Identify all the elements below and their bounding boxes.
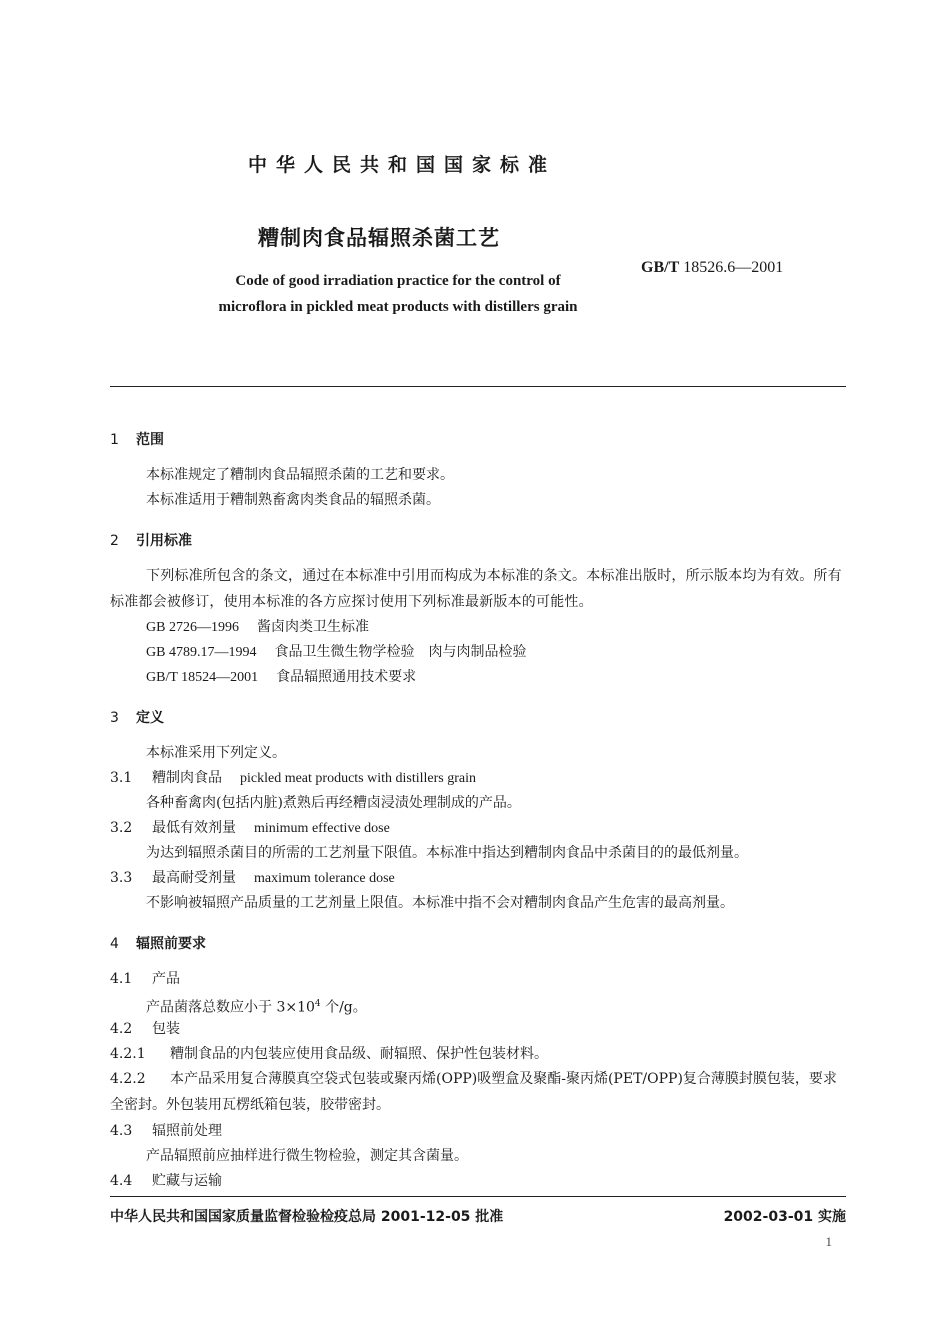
section-2-heading bbox=[110, 530, 192, 550]
subsection-title: 贮藏与运输 bbox=[152, 1173, 222, 1189]
reference-item bbox=[146, 669, 416, 686]
definition-text: 为达到辐照杀菌目的所需的工艺剂量下限值。本标准中指达到糟制肉食品中杀菌目的的最低剂量。 bbox=[146, 845, 748, 861]
clause-number: 4.2.1 bbox=[110, 1046, 146, 1062]
standard-number bbox=[641, 259, 783, 277]
clause-text: 糟制食品的内包装应使用食品级、耐辐照、保护性包装材料。 bbox=[170, 1046, 548, 1062]
section-title: 范围 bbox=[136, 432, 164, 448]
reference-code: GB 2726—1996 bbox=[146, 620, 239, 635]
definition-term-en: minimum effective dose bbox=[254, 821, 390, 836]
document-title-en: Code of good irradiation practice for the control of microflora in pickled meat products with distillers grain bbox=[218, 273, 578, 315]
subsection-number: 4.4 bbox=[110, 1173, 133, 1189]
footer-divider bbox=[110, 1196, 846, 1197]
effective-date: 2002-03-01 实施 bbox=[723, 1209, 846, 1225]
subsection-title: 产品 bbox=[152, 971, 180, 987]
section-1-heading bbox=[110, 429, 164, 449]
definition-text: 各种畜禽肉(包括内脏)煮熟后再经糟卤浸渍处理制成的产品。 bbox=[146, 795, 521, 811]
subsection-title: 包装 bbox=[152, 1021, 180, 1037]
definition-term: 最低有效剂量 bbox=[152, 820, 236, 836]
subsection-number: 4.1 bbox=[110, 971, 133, 987]
definition-heading bbox=[110, 820, 390, 837]
subsection-title: 辐照前处理 bbox=[152, 1123, 222, 1139]
header-divider bbox=[110, 386, 846, 387]
section-number: 2 bbox=[110, 533, 119, 549]
paragraph bbox=[146, 996, 367, 1016]
subsection-heading bbox=[110, 1123, 222, 1139]
text-run: 个/g。 bbox=[320, 999, 367, 1016]
page-number: 1 bbox=[825, 1234, 832, 1249]
definition-term: 最高耐受剂量 bbox=[152, 870, 236, 886]
section-3-heading bbox=[110, 707, 164, 727]
paragraph: 本标准采用下列定义。 bbox=[146, 745, 286, 761]
paragraph: 本标准规定了糟制肉食品辐照杀菌的工艺和要求。 bbox=[146, 467, 454, 483]
reference-name: 食品辐照通用技术要求 bbox=[276, 669, 417, 685]
section-number: 1 bbox=[110, 432, 119, 448]
section-4-heading bbox=[110, 933, 206, 953]
section-number: 3 bbox=[110, 710, 119, 726]
definition-heading bbox=[110, 770, 476, 787]
reference-name: 食品卫生微生物学检验 肉与肉制品检验 bbox=[274, 644, 527, 660]
subsection-number: 4.3 bbox=[110, 1123, 133, 1139]
definition-number: 3.2 bbox=[110, 820, 133, 836]
reference-code: GB 4789.17—1994 bbox=[146, 645, 257, 660]
section-title: 定义 bbox=[136, 710, 164, 726]
subsection-number: 4.2 bbox=[110, 1021, 133, 1037]
clause-number: 4.2.2 bbox=[110, 1071, 146, 1087]
definition-text: 不影响被辐照产品质量的工艺剂量上限值。本标准中指不会对糟制肉食品产生危害的最高剂量。 bbox=[146, 895, 734, 911]
subsection-heading bbox=[110, 1021, 180, 1037]
clause bbox=[110, 1046, 548, 1062]
subsection-heading bbox=[110, 1173, 222, 1189]
superscript: 4 bbox=[314, 999, 321, 1009]
definition-number: 3.3 bbox=[110, 870, 133, 886]
clause bbox=[110, 1066, 846, 1118]
clause-text: 本产品采用复合薄膜真空袋式包装或聚丙烯(OPP)吸塑盒及聚酯-聚丙烯(PET/OPP)复合薄膜封膜包装，要求全密封。外包装用瓦楞纸箱包装，胶带密封。 bbox=[110, 1071, 837, 1113]
document-title-cn: 糟制肉食品辐照杀菌工艺 bbox=[258, 226, 500, 250]
definition-term-en: pickled meat products with distillers grain bbox=[240, 771, 477, 786]
section-number: 4 bbox=[110, 936, 119, 952]
issuer-statement: 中华人民共和国国家质量监督检验检疫总局 2001-12-05 批准 bbox=[110, 1209, 504, 1225]
section-title: 引用标准 bbox=[136, 533, 192, 549]
paragraph: 下列标准所包含的条文，通过在本标准中引用而构成为本标准的条文。本标准出版时，所示版本均为有效。所有标准都会被修订，使用本标准的各方应探讨使用下列标准最新版本的可能性。 bbox=[110, 568, 842, 610]
reference-item bbox=[146, 619, 369, 636]
subsection-heading bbox=[110, 971, 180, 987]
definition-number: 3.1 bbox=[110, 770, 133, 786]
paragraph: 本标准适用于糟制熟畜禽肉类食品的辐照杀菌。 bbox=[146, 492, 440, 508]
reference-name: 酱卤肉类卫生标准 bbox=[256, 619, 369, 635]
definition-term: 糟制肉食品 bbox=[152, 770, 222, 786]
reference-item bbox=[146, 644, 526, 661]
national-standard-heading: 中华人民共和国国家标准 bbox=[248, 154, 557, 176]
reference-code: GB/T 18524—2001 bbox=[146, 670, 259, 685]
text-run: 产品菌落总数应小于 3×10 bbox=[146, 999, 315, 1016]
paragraph: 产品辐照前应抽样进行微生物检验，测定其含菌量。 bbox=[146, 1148, 468, 1164]
standard-code: 18526.6—2001 bbox=[683, 259, 784, 276]
section-title: 辐照前要求 bbox=[136, 936, 206, 952]
standard-prefix: GB/T bbox=[641, 259, 680, 276]
definition-term-en: maximum tolerance dose bbox=[254, 871, 395, 886]
definition-heading bbox=[110, 870, 395, 887]
